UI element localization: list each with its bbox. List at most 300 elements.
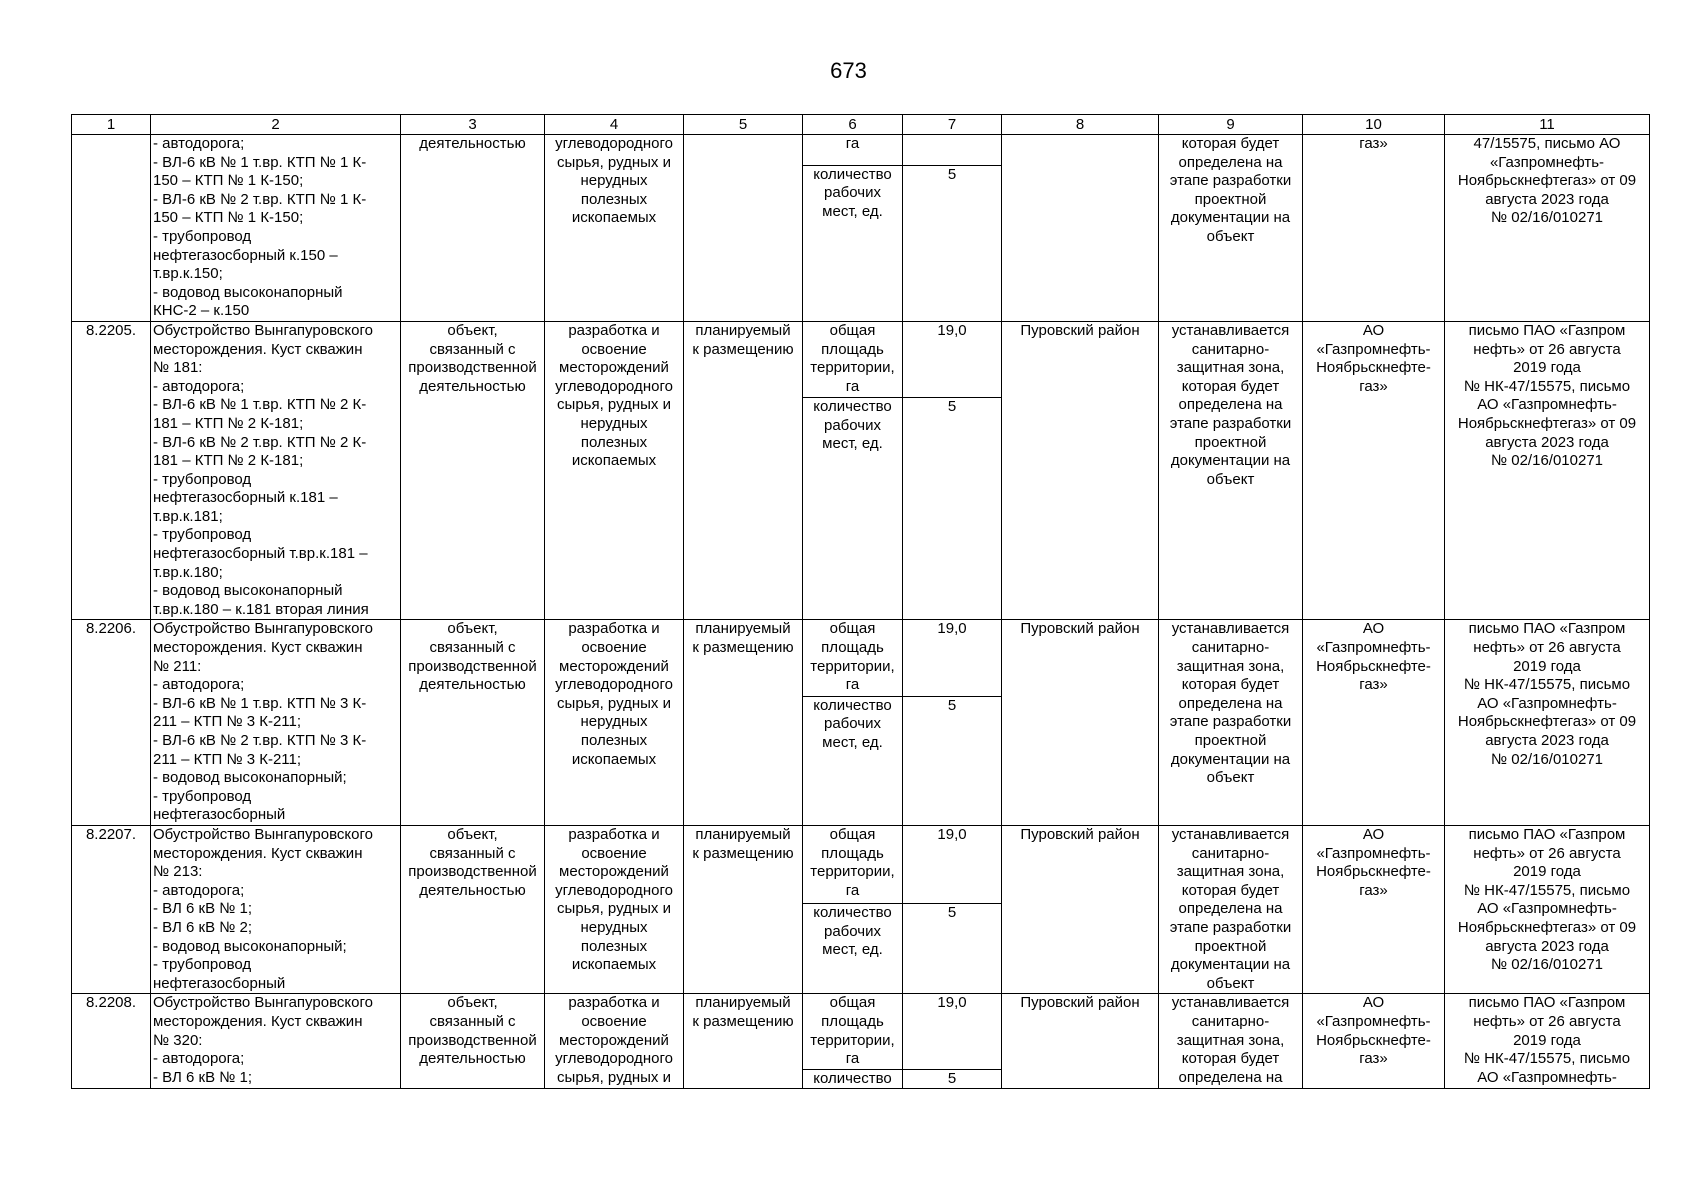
cell-param-workplaces-name-line: рабочих	[824, 715, 881, 733]
cell-zone	[1159, 321, 1303, 620]
cell-object-name-line: - водовод высоконапорный;	[153, 937, 347, 955]
cell-zone-line: этапе разработки	[1169, 172, 1292, 190]
cell-object-type-line: связанный с	[429, 639, 516, 657]
cell-param-workplaces-name-line: количество	[813, 696, 892, 714]
cell-object-name	[151, 321, 401, 620]
cell-object-name	[151, 620, 401, 826]
cell-object-name-line: № 181:	[153, 359, 203, 377]
cell-purpose-line: полезных	[580, 732, 648, 749]
cell-purpose-line: месторождений	[559, 863, 669, 881]
cell-param-area-value: 19,0	[903, 321, 1002, 397]
column-header: 7	[903, 115, 1002, 135]
cell-owner-line: АО	[1362, 825, 1385, 843]
cell-param-area-name-line: площадь	[821, 639, 884, 657]
cell-basis-line: № НК-47/15575, письмо	[1463, 1050, 1631, 1068]
cell-object-name-line: - автодорога;	[153, 881, 245, 899]
cell-owner-line: газ»	[1359, 881, 1388, 899]
cell-purpose-line: сырья, рудных и	[557, 153, 671, 171]
cell-basis	[1445, 620, 1650, 826]
cell-object-name-line: - трубопровод	[153, 470, 252, 488]
cell-purpose-line: месторождений	[559, 1031, 669, 1049]
cell-param-workplaces-value: 5	[903, 904, 1002, 994]
cell-zone-line: этапе разработки	[1169, 414, 1292, 432]
cell-purpose-line: сырья, рудных и	[557, 694, 671, 712]
cell-basis-line: нефть» от 26 августа	[1473, 1012, 1621, 1030]
cell-purpose-line: разработка и	[568, 825, 660, 843]
cell-object-type-line: производственной	[408, 657, 537, 675]
cell-zone-line: проектной	[1194, 190, 1267, 208]
cell-status-line: к размещению	[692, 340, 794, 358]
cell-param-workplaces-name-line: количество	[813, 165, 892, 183]
cell-status-line: к размещению	[692, 1012, 794, 1030]
cell-param-area-name	[803, 135, 903, 166]
cell-object-type-line: объект,	[447, 620, 498, 638]
cell-param-area-name-line: территории,	[810, 863, 895, 881]
cell-location: Пуровский район	[1002, 620, 1159, 826]
cell-object-name-line: № 213:	[153, 863, 203, 881]
cell-basis-line: 2019 года	[1513, 359, 1581, 377]
cell-param-area-name	[803, 321, 903, 397]
cell-purpose	[545, 321, 684, 620]
cell-zone	[1159, 825, 1303, 993]
cell-param-workplaces-name-line: мест, ед.	[822, 941, 883, 959]
cell-owner-line: АО	[1362, 620, 1385, 638]
cell-purpose-line: углеводородного	[555, 676, 673, 694]
cell-param-area-name-line: га	[845, 881, 860, 899]
column-header: 3	[401, 115, 545, 135]
column-header: 4	[545, 115, 684, 135]
cell-zone-line: устанавливается	[1171, 620, 1290, 638]
cell-owner-line: АО	[1362, 321, 1385, 339]
cell-object-name	[151, 825, 401, 993]
cell-basis-line: № НК-47/15575, письмо	[1463, 377, 1631, 395]
cell-purpose-line: освоение	[581, 639, 647, 657]
cell-status	[684, 994, 803, 1089]
cell-basis-line: Ноябрьскнефтегаз» от 09	[1457, 713, 1637, 731]
cell-basis-line: августа 2023 года	[1485, 937, 1609, 955]
registry-table	[71, 114, 1650, 1089]
cell-basis-line: Ноябрьскнефтегаз» от 09	[1457, 172, 1637, 190]
cell-zone-line: санитарно-	[1191, 1012, 1270, 1030]
cell-param-area-name-line: площадь	[821, 340, 884, 358]
cell-param-area-name-line: площадь	[821, 844, 884, 862]
cell-purpose-line: углеводородного	[555, 881, 673, 899]
cell-zone-line: которая будет	[1181, 881, 1280, 899]
table-row	[72, 620, 1650, 696]
cell-basis-line: № 02/16/010271	[1490, 452, 1604, 470]
cell-object-name-line: месторождения. Куст скважин	[153, 639, 363, 657]
cell-object-name-line: № 211:	[153, 657, 202, 675]
cell-param-workplaces-name	[803, 398, 903, 620]
cell-basis-line: письмо ПАО «Газпром	[1468, 620, 1626, 638]
cell-zone-line: санитарно-	[1191, 340, 1270, 358]
cell-object-name-line: т.вр.к.180 – к.181 вторая линия	[153, 600, 369, 618]
cell-purpose-line: нерудных	[580, 414, 648, 432]
registry-table-body	[72, 115, 1650, 1089]
cell-location: Пуровский район	[1002, 994, 1159, 1089]
cell-purpose	[545, 825, 684, 993]
cell-object-name-line: 150 – КТП № 1 К-150;	[153, 209, 304, 227]
cell-zone-line: документации на	[1170, 209, 1291, 227]
cell-object-name-line: т.вр.к.181;	[153, 507, 223, 525]
cell-zone	[1159, 135, 1303, 322]
cell-object-name-line: нефтегазосборный к.181 –	[153, 489, 338, 507]
cell-object-name-line: Обустройство Вынгапуровского	[153, 994, 373, 1012]
cell-purpose-line: ископаемых	[571, 452, 657, 470]
cell-object-name-line: - трубопровод	[153, 526, 252, 544]
cell-object-type	[401, 321, 545, 620]
cell-zone-line: проектной	[1194, 433, 1267, 451]
column-header: 5	[684, 115, 803, 135]
cell-basis	[1445, 321, 1650, 620]
cell-number: 8.2205.	[72, 321, 151, 620]
cell-basis-line: АО «Газпромнефть-	[1477, 396, 1617, 414]
table-row	[72, 135, 1650, 166]
cell-object-type-line: связанный с	[429, 340, 516, 358]
cell-param-workplaces-value: 5	[903, 165, 1002, 321]
cell-object-name-line: - ВЛ-6 кВ № 2 т.вр. КТП № 1 К-	[153, 190, 367, 208]
cell-purpose-line: углеводородного	[555, 135, 673, 152]
cell-object-name-line: - трубопровод	[153, 227, 252, 245]
cell-location	[1002, 135, 1159, 322]
cell-purpose-line: сырья, рудных и	[557, 900, 671, 918]
cell-param-workplaces-name-line: количество	[813, 904, 892, 922]
cell-zone-line: защитная зона,	[1176, 657, 1285, 675]
cell-param-area-name-line: общая	[829, 620, 876, 638]
cell-param-workplaces-name-line: мест, ед.	[822, 733, 883, 751]
cell-param-workplaces-name-line: рабочих	[824, 416, 881, 434]
page-number: 673	[830, 58, 867, 83]
cell-owner-line: газ»	[1359, 377, 1388, 395]
cell-zone	[1159, 620, 1303, 826]
cell-owner-line: «Газпромнефть-	[1316, 340, 1431, 358]
cell-object-name-line: нефтегазосборный т.вр.к.181 –	[153, 545, 368, 563]
cell-owner-line: газ»	[1359, 676, 1388, 694]
cell-object-name-line: - ВЛ-6 кВ № 1 т.вр. КТП № 1 К-	[153, 153, 367, 171]
cell-param-area-name	[803, 825, 903, 903]
cell-zone-line: объект	[1206, 227, 1255, 245]
cell-param-workplaces-value: 5	[903, 1069, 1002, 1089]
cell-owner-line: Ноябрьскнефте-	[1316, 359, 1431, 377]
column-header: 8	[1002, 115, 1159, 135]
cell-basis-line: № 02/16/010271	[1490, 750, 1604, 768]
cell-zone-line: санитарно-	[1191, 844, 1270, 862]
cell-purpose-line: полезных	[580, 433, 648, 451]
cell-object-name-line: - трубопровод	[153, 956, 252, 974]
cell-param-workplaces-name-line: мест, ед.	[822, 202, 883, 220]
cell-basis-line: августа 2023 года	[1485, 190, 1609, 208]
cell-object-name-line: - ВЛ-6 кВ № 1 т.вр. КТП № 2 К-	[153, 396, 367, 414]
cell-status-line: планируемый	[695, 620, 791, 638]
cell-object-type-line: производственной	[408, 359, 537, 377]
cell-basis-line: Ноябрьскнефтегаз» от 09	[1457, 918, 1637, 936]
cell-object-name-line: - автодорога;	[153, 135, 245, 152]
cell-owner-line: Ноябрьскнефте-	[1316, 863, 1431, 881]
cell-param-area-name-line: га	[845, 377, 860, 395]
cell-param-area-value	[903, 135, 1002, 166]
cell-object-type-line: объект,	[447, 321, 498, 339]
cell-owner-line: АО	[1362, 994, 1385, 1012]
cell-basis-line: № НК-47/15575, письмо	[1463, 881, 1631, 899]
cell-status-line: планируемый	[695, 321, 791, 339]
cell-zone-line: санитарно-	[1191, 639, 1270, 657]
cell-object-name-line: 181 – КТП № 2 К-181;	[153, 452, 304, 470]
cell-basis-line: Ноябрьскнефтегаз» от 09	[1457, 414, 1637, 432]
cell-object-name-line: Обустройство Вынгапуровского	[153, 321, 373, 339]
cell-zone-line: защитная зона,	[1176, 863, 1285, 881]
cell-purpose-line: освоение	[581, 1012, 647, 1030]
cell-param-workplaces-name	[803, 1069, 903, 1089]
column-header: 10	[1303, 115, 1445, 135]
cell-basis-line: 47/15575, письмо АО	[1473, 135, 1621, 152]
cell-param-workplaces-name	[803, 904, 903, 994]
cell-basis-line: нефть» от 26 августа	[1473, 340, 1621, 358]
cell-object-name-line: - ВЛ-6 кВ № 2 т.вр. КТП № 3 К-	[153, 732, 367, 749]
cell-basis-line: письмо ПАО «Газпром	[1468, 321, 1626, 339]
column-header: 2	[151, 115, 401, 135]
cell-basis-line: письмо ПАО «Газпром	[1468, 825, 1626, 843]
cell-param-area-name-line: территории,	[810, 1031, 895, 1049]
cell-number: 8.2207.	[72, 825, 151, 993]
cell-object-name-line: 150 – КТП № 1 К-150;	[153, 172, 304, 190]
cell-status-line: к размещению	[692, 639, 794, 657]
cell-purpose-line: месторождений	[559, 359, 669, 377]
cell-object-name-line: - водовод высоконапорный	[153, 283, 343, 301]
cell-param-area-name-line: га	[845, 135, 860, 152]
cell-owner	[1303, 825, 1445, 993]
cell-purpose-line: ископаемых	[571, 956, 657, 974]
cell-param-area-value: 19,0	[903, 994, 1002, 1069]
cell-zone-line: определена на	[1178, 900, 1283, 918]
cell-zone-line: которая будет	[1181, 377, 1280, 395]
cell-object-type-line: деятельностью	[419, 377, 526, 395]
cell-object-name-line: нефтегазосборный	[153, 806, 286, 824]
table-row	[72, 825, 1650, 903]
cell-purpose-line: углеводородного	[555, 377, 673, 395]
cell-number: 8.2206.	[72, 620, 151, 826]
cell-object-type-line: деятельностью	[419, 676, 526, 694]
cell-object-name-line: - ВЛ 6 кВ № 1;	[153, 900, 253, 918]
cell-object-name-line: т.вр.к.180;	[153, 563, 223, 581]
cell-status	[684, 321, 803, 620]
cell-purpose	[545, 620, 684, 826]
cell-basis-line: нефть» от 26 августа	[1473, 639, 1621, 657]
cell-purpose	[545, 994, 684, 1089]
cell-zone-line: документации на	[1170, 750, 1291, 768]
cell-basis-line: АО «Газпромнефть-	[1477, 900, 1617, 918]
cell-object-name-line: - ВЛ-6 кВ № 2 т.вр. КТП № 2 К-	[153, 433, 367, 451]
cell-basis-line: № НК-47/15575, письмо	[1463, 676, 1631, 694]
cell-object-type	[401, 994, 545, 1089]
cell-object-name-line: Обустройство Вынгапуровского	[153, 825, 373, 843]
cell-object-name-line: - ВЛ-6 кВ № 1 т.вр. КТП № 3 К-	[153, 694, 367, 712]
cell-zone-line: документации на	[1170, 956, 1291, 974]
cell-object-name-line: - автодорога;	[153, 377, 245, 395]
cell-status	[684, 135, 803, 322]
cell-owner-line: «Газпромнефть-	[1316, 639, 1431, 657]
cell-zone-line: объект	[1206, 769, 1255, 787]
cell-object-type-line: производственной	[408, 1031, 537, 1049]
cell-status	[684, 620, 803, 826]
cell-purpose-line: месторождений	[559, 657, 669, 675]
cell-param-area-name-line: территории,	[810, 657, 895, 675]
cell-param-workplaces-name-line: мест, ед.	[822, 435, 883, 453]
cell-object-name-line: - водовод высоконапорный	[153, 582, 343, 600]
cell-param-area-name-line: га	[845, 1050, 860, 1068]
cell-object-type-line: объект,	[447, 994, 498, 1012]
cell-owner-line: газ»	[1359, 135, 1388, 152]
cell-basis	[1445, 825, 1650, 993]
cell-object-name-line: № 320:	[153, 1031, 203, 1049]
cell-zone-line: защитная зона,	[1176, 1031, 1285, 1049]
cell-object-name-line: месторождения. Куст скважин	[153, 1012, 363, 1030]
cell-basis-line: августа 2023 года	[1485, 433, 1609, 451]
cell-owner-line: Ноябрьскнефте-	[1316, 657, 1431, 675]
cell-basis-line: нефть» от 26 августа	[1473, 844, 1621, 862]
cell-basis-line: № 02/16/010271	[1490, 956, 1604, 974]
cell-object-name-line: - ВЛ 6 кВ № 1;	[153, 1068, 253, 1086]
column-header: 11	[1445, 115, 1650, 135]
cell-zone-line: устанавливается	[1171, 321, 1290, 339]
cell-object-type-line: связанный с	[429, 844, 516, 862]
cell-basis-line: 2019 года	[1513, 657, 1581, 675]
cell-purpose-line: разработка и	[568, 994, 660, 1012]
cell-object-name-line: месторождения. Куст скважин	[153, 340, 363, 358]
cell-zone-line: объект	[1206, 470, 1255, 488]
cell-object-type	[401, 620, 545, 826]
cell-param-workplaces-name-line: рабочих	[824, 922, 881, 940]
cell-param-area-name-line: площадь	[821, 1012, 884, 1030]
cell-param-area-name-line: общая	[829, 321, 876, 339]
cell-zone-line: документации на	[1170, 452, 1291, 470]
cell-object-name-line: - трубопровод	[153, 787, 252, 805]
cell-purpose-line: нерудных	[580, 713, 648, 731]
cell-param-workplaces-name-line: рабочих	[824, 184, 881, 202]
cell-object-name-line: - автодорога;	[153, 1050, 245, 1068]
cell-object-name-line: нефтегазосборный	[153, 974, 286, 992]
cell-object-type	[401, 825, 545, 993]
cell-purpose-line: ископаемых	[571, 209, 657, 227]
cell-purpose-line: освоение	[581, 340, 647, 358]
cell-zone-line: устанавливается	[1171, 825, 1290, 843]
cell-object-name-line: месторождения. Куст скважин	[153, 844, 363, 862]
cell-param-workplaces-name-line: количество	[813, 1069, 892, 1087]
cell-zone-line: которая будет	[1181, 135, 1280, 152]
cell-param-workplaces-value: 5	[903, 696, 1002, 825]
cell-zone-line: проектной	[1194, 937, 1267, 955]
cell-object-name-line: - ВЛ 6 кВ № 2;	[153, 918, 253, 936]
cell-object-type-line: производственной	[408, 863, 537, 881]
table-row	[72, 994, 1650, 1069]
cell-param-area-name-line: общая	[829, 994, 876, 1012]
cell-object-type-line: связанный с	[429, 1012, 516, 1030]
cell-purpose-line: разработка и	[568, 620, 660, 638]
cell-location: Пуровский район	[1002, 321, 1159, 620]
cell-object-name-line: - автодорога;	[153, 676, 245, 694]
cell-zone-line: определена на	[1178, 694, 1283, 712]
cell-object-type-line: объект,	[447, 825, 498, 843]
cell-purpose	[545, 135, 684, 322]
cell-zone-line: определена на	[1178, 153, 1283, 171]
cell-purpose-line: ископаемых	[571, 750, 657, 768]
cell-basis-line: письмо ПАО «Газпром	[1468, 994, 1626, 1012]
cell-zone-line: устанавливается	[1171, 994, 1290, 1012]
cell-basis-line: 2019 года	[1513, 863, 1581, 881]
cell-purpose-line: нерудных	[580, 172, 648, 190]
cell-purpose-line: сырья, рудных и	[557, 396, 671, 414]
cell-basis-line: № 02/16/010271	[1490, 209, 1604, 227]
cell-purpose-line: разработка и	[568, 321, 660, 339]
cell-zone-line: защитная зона,	[1176, 359, 1285, 377]
cell-owner-line: «Газпромнефть-	[1316, 844, 1431, 862]
cell-purpose-line: освоение	[581, 844, 647, 862]
cell-object-type-line: деятельностью	[419, 135, 526, 152]
cell-purpose-line: сырья, рудных и	[557, 1068, 671, 1086]
cell-object-type-line: деятельностью	[419, 1050, 526, 1068]
cell-owner-line: «Газпромнефть-	[1316, 1012, 1431, 1030]
cell-zone-line: проектной	[1194, 732, 1267, 749]
cell-status-line: к размещению	[692, 844, 794, 862]
cell-zone-line: которая будет	[1181, 1050, 1280, 1068]
cell-object-name-line: нефтегазосборный к.150 –	[153, 246, 338, 264]
cell-object-name-line: - водовод высоконапорный;	[153, 769, 347, 787]
column-header: 9	[1159, 115, 1303, 135]
cell-object-name	[151, 994, 401, 1089]
cell-param-workplaces-name	[803, 165, 903, 321]
cell-object-name-line: КНС-2 – к.150	[153, 302, 250, 320]
cell-owner-line: Ноябрьскнефте-	[1316, 1031, 1431, 1049]
cell-param-area-name-line: общая	[829, 825, 876, 843]
cell-zone	[1159, 994, 1303, 1089]
cell-basis-line: АО «Газпромнефть-	[1477, 694, 1617, 712]
cell-owner	[1303, 135, 1445, 322]
cell-status-line: планируемый	[695, 994, 791, 1012]
cell-zone-line: определена на	[1178, 1068, 1283, 1086]
column-header: 1	[72, 115, 151, 135]
cell-number	[72, 135, 151, 322]
cell-basis-line: 2019 года	[1513, 1031, 1581, 1049]
cell-object-type	[401, 135, 545, 322]
cell-purpose-line: нерудных	[580, 918, 648, 936]
cell-zone-line: определена на	[1178, 396, 1283, 414]
cell-zone-line: этапе разработки	[1169, 713, 1292, 731]
header-row	[72, 115, 1650, 135]
table-row	[72, 321, 1650, 397]
cell-zone-line: которая будет	[1181, 676, 1280, 694]
cell-purpose-line: полезных	[580, 937, 648, 955]
cell-location: Пуровский район	[1002, 825, 1159, 993]
cell-object-type-line: деятельностью	[419, 881, 526, 899]
cell-owner	[1303, 321, 1445, 620]
cell-purpose-line: полезных	[580, 190, 648, 208]
cell-owner-line: газ»	[1359, 1050, 1388, 1068]
cell-basis-line: АО «Газпромнефть-	[1477, 1068, 1617, 1086]
cell-status	[684, 825, 803, 993]
cell-basis	[1445, 135, 1650, 322]
cell-zone-line: объект	[1206, 974, 1255, 992]
cell-param-area-value: 19,0	[903, 825, 1002, 903]
cell-object-name	[151, 135, 401, 322]
cell-param-area-name-line: га	[845, 676, 860, 694]
cell-status-line: планируемый	[695, 825, 791, 843]
cell-object-name-line: 211 – КТП № 3 К-211;	[153, 750, 302, 768]
cell-param-workplaces-name	[803, 696, 903, 825]
cell-basis	[1445, 994, 1650, 1089]
cell-param-area-name-line: территории,	[810, 359, 895, 377]
cell-number: 8.2208.	[72, 994, 151, 1089]
cell-purpose-line: углеводородного	[555, 1050, 673, 1068]
cell-zone-line: этапе разработки	[1169, 918, 1292, 936]
